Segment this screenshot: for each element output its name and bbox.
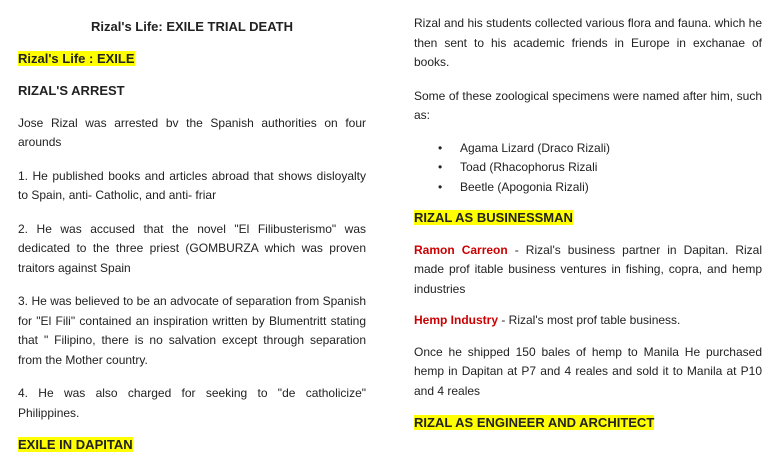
heading-businessman <box>414 208 762 229</box>
arrest-item-2: 2. He was accused that the novel "El Filibusterismo" was dedicated to the three priest (GOMBURZA which was proven traitors against Spain <box>18 221 366 275</box>
heading-businessman-text: RIZAL AS BUSINESSMAN <box>414 210 573 225</box>
list-item: • Toad (Rhacophorus Rizali <box>414 158 762 178</box>
heading-exile-text: Rizal's Life : EXILE <box>18 50 135 66</box>
hemp-text: - Rizal's most prof table business. <box>498 313 681 327</box>
carreon-text: - Rizal's business partner in Dapitan. Rizal made prof itable business ventures in fishing, copra, and hemp industries <box>414 242 762 296</box>
specimen-list <box>414 139 762 198</box>
right-column <box>414 0 762 434</box>
carreon-name: Ramon Carreon <box>414 242 508 257</box>
arrest-intro: Jose Rizal was arrested bv the Spanish authorities on four arounds <box>18 115 366 149</box>
hemp-paragraph <box>414 311 762 331</box>
carreon-paragraph <box>414 241 762 300</box>
specimens-paragraph: Some of these zoological specimens were named after him, such as: <box>414 88 762 122</box>
heading-exile-dapitan <box>18 435 366 456</box>
page-title: Rizal's Life: EXILE TRIAL DEATH <box>91 19 293 34</box>
arrest-item-3: 3. He was believed to be an advocate of separation from Spanish for "El Fili" contained an inspiration written by Blumentritt stating that " Filipino, there is no salvation except through separation from the Mother country. <box>18 294 366 367</box>
list-item: • Agama Lizard (Draco Rizali) <box>414 139 762 159</box>
heading-exile-dapitan-text: EXILE IN DAPITAN <box>18 437 133 452</box>
heading-engineer <box>414 413 762 434</box>
flora-fauna-paragraph: Rizal and his students collected various flora and fauna. which he then sent to his academic friends in Europe in exchanae of books. <box>414 16 762 69</box>
heading-engineer-text: RIZAL AS ENGINEER AND ARCHITECT <box>414 415 655 430</box>
shipping-paragraph: Once he shipped 150 bales of hemp to Manila He purchased hemp in Dapitan at P7 and 4 reales and sold it to Manila at P10 and 4 reales <box>414 344 762 398</box>
hemp-name: Hemp Industry <box>414 313 499 327</box>
list-item: • Beetle (Apogonia Rizali) <box>414 178 762 198</box>
arrest-item-1: 1. He published books and articles abroad that shows disloyalty to Spain, anti- Catholic, and anti- friar <box>18 168 366 202</box>
left-column <box>18 0 366 456</box>
arrest-item-4: 4. He was also charged for seeking to "de catholicize" Philippines. <box>18 386 366 420</box>
heading-exile <box>18 49 366 70</box>
heading-arrest: RIZAL'S ARREST <box>18 83 125 98</box>
